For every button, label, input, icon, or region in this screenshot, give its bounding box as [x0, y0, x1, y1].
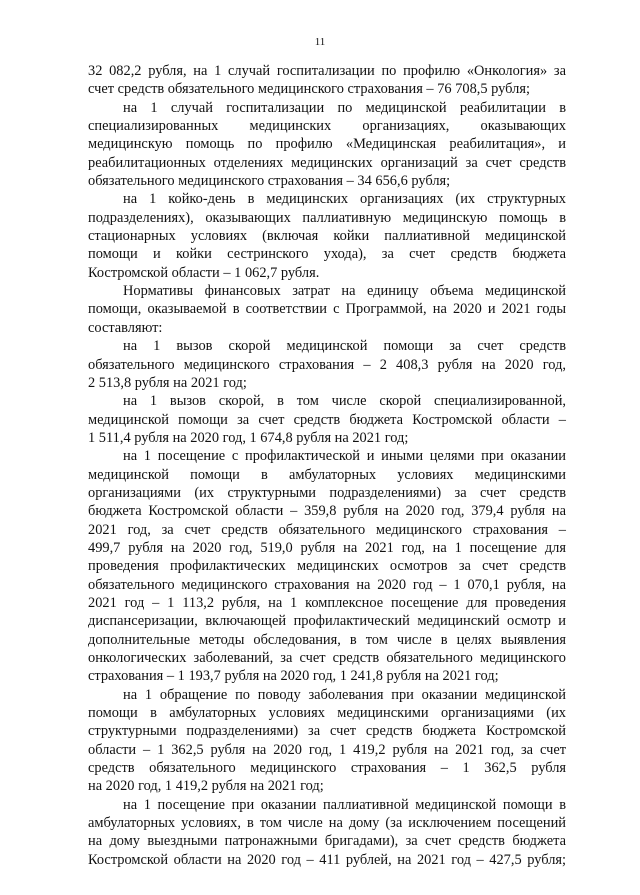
- text-line: на 1 посещение с профилактической и иными целями при оказании: [123, 448, 566, 465]
- text-line: на 1 вызов скорой медицинской помощи за счет средств: [123, 338, 566, 355]
- text-line: 2 513,8 рубля на 2021 год;: [88, 374, 247, 391]
- text-line: организациями (их структурными подразделениями) за счет средств: [88, 484, 566, 501]
- text-line: помощи в амбулаторных условиях медицинскими организациями (их: [88, 705, 566, 722]
- paragraph: [88, 62, 566, 99]
- text-line: проведения профилактических медицинских осмотров за счет средств: [88, 558, 566, 575]
- text-line: Костромской области на 2020 год – 411 рублей, на 2021 год – 427,5 рубля;: [88, 851, 566, 868]
- paragraph: [88, 686, 566, 796]
- text-line: амбулаторных условиях, в том числе на дому (за исключением посещений: [88, 815, 566, 832]
- text-line: помощи и койки сестринского ухода), за счет средств бюджета: [88, 246, 566, 263]
- text-line: средств обязательного медицинского страхования – 1 362,5 рубля: [88, 760, 566, 777]
- text-line: дополнительные методы обследования, в том числе в целях выявления: [88, 631, 566, 648]
- text-line: структурными подразделениями) за счет средств бюджета Костромской: [88, 723, 566, 740]
- text-line: подразделениях), оказывающих паллиативную медицинскую помощь в: [88, 209, 566, 226]
- text-line: медицинскую помощь по профилю «Медицинская реабилитация», и: [88, 136, 566, 153]
- text-line: медицинской помощи за счет средств бюджета Костромской области –: [88, 411, 566, 428]
- paragraph: [88, 447, 566, 685]
- paragraph: [88, 337, 566, 392]
- text-line: на 1 койко-день в медицинских организациях (их структурных: [123, 191, 566, 208]
- text-line: счет средств обязательного медицинского страхования – 76 708,5 рубля;: [88, 81, 530, 98]
- text-line: на 1 случай госпитализации по медицинской реабилитации в: [123, 99, 566, 116]
- text-line: на дому выездными патронажными бригадами), за счет средств бюджета: [88, 833, 566, 850]
- paragraph: [88, 99, 566, 191]
- paragraph: [88, 392, 566, 447]
- text-line: реабилитационных отделениях медицинских организаций за счет средств: [88, 154, 566, 171]
- text-line: Костромской области – 1 062,7 рубля.: [88, 264, 320, 281]
- text-line: бюджета Костромской области – 359,8 рубля на 2020 год, 379,4 рубля на: [88, 503, 566, 520]
- document-body: [88, 62, 566, 869]
- text-line: области – 1 362,5 рубля на 2020 год, 1 419,2 рубля на 2021 год, за счет: [88, 741, 566, 758]
- page-number: 11: [314, 36, 326, 48]
- paragraph: [88, 190, 566, 282]
- text-line: медицинской помощи в амбулаторных условиях медицинскими: [88, 466, 566, 483]
- text-line: обязательного медицинского страхования – 34 656,6 рубля;: [88, 173, 451, 190]
- text-line: специализированных медицинских организациях, оказывающих: [88, 118, 566, 135]
- text-line: 499,7 рубля на 2020 год, 519,0 рубля на 2021 год, на 1 посещение для: [88, 539, 566, 556]
- text-line: 2021 год – 1 113,2 рубля, на 1 комплексное посещение для проведения: [88, 594, 566, 611]
- text-line: на 1 посещение при оказании паллиативной медицинской помощи в: [123, 796, 566, 813]
- text-line: на 1 вызов скорой, в том числе скорой специализированной,: [123, 393, 566, 410]
- text-line: на 1 обращение по поводу заболевания при оказании медицинской: [123, 686, 566, 703]
- paragraph: [88, 796, 566, 869]
- paragraph: [88, 282, 566, 337]
- text-line: помощи, оказываемой в соответствии с Программой, на 2020 и 2021 годы: [88, 301, 566, 318]
- text-line: страхования – 1 193,7 рубля на 2020 год, 1 241,8 рубля на 2021 год;: [88, 668, 499, 685]
- text-line: на 2020 год, 1 419,2 рубля на 2021 год;: [88, 778, 324, 795]
- text-line: Нормативы финансовых затрат на единицу объема медицинской: [123, 283, 566, 300]
- text-line: 2021 год, за счет средств обязательного медицинского страхования –: [88, 521, 566, 538]
- text-line: 32 082,2 рубля, на 1 случай госпитализации по профилю «Онкология» за: [88, 63, 566, 79]
- text-line: обязательного медицинского страхования на 2020 год – 1 070,1 рубля, на: [88, 576, 566, 593]
- text-line: стационарных условиях (включая койки паллиативной медицинской: [88, 228, 566, 245]
- text-line: онкологических заболеваний, за счет средств обязательного медицинского: [88, 650, 566, 666]
- text-line: обязательного медицинского страхования – 2 408,3 рубля на 2020 год,: [88, 356, 566, 373]
- text-line: составляют:: [88, 319, 163, 336]
- text-line: диспансеризации, включающей профилактический медицинский осмотр и: [88, 613, 566, 630]
- text-line: 1 511,4 рубля на 2020 год, 1 674,8 рубля на 2021 год;: [88, 429, 409, 446]
